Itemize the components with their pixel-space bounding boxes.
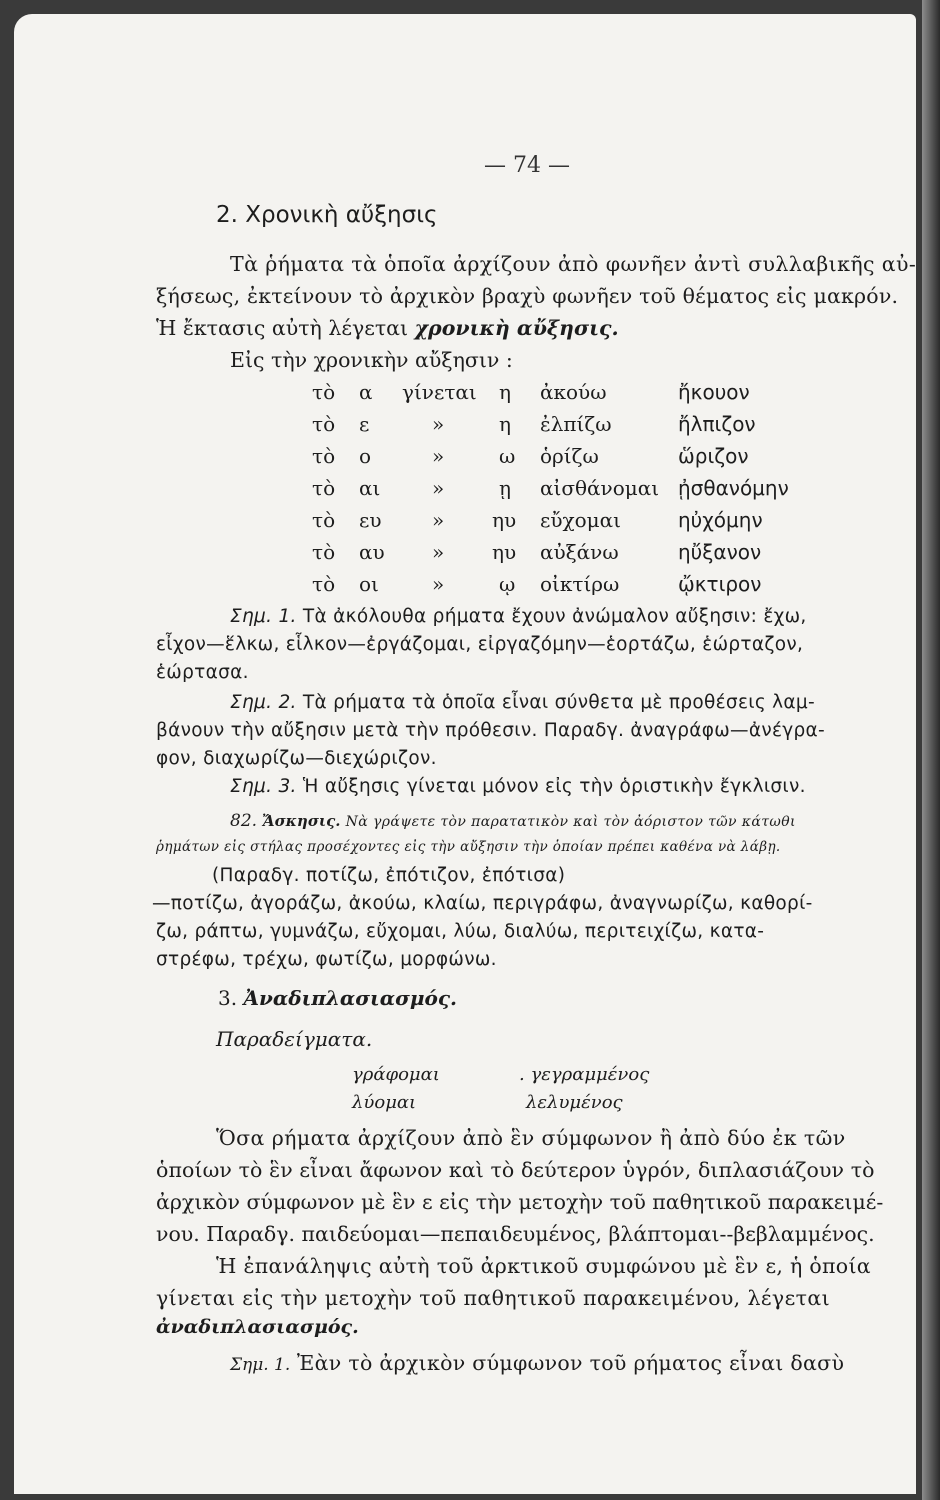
row-past: ᾤκτιρον xyxy=(678,572,762,596)
row-to: η xyxy=(499,412,511,436)
row-article: τὸ xyxy=(312,572,336,596)
note-label: Σημ. 1. xyxy=(230,1355,291,1375)
exercise-words-3: στρέφω, τρέχω, φωτίζω, μορφώνω. xyxy=(156,949,497,970)
row-present: ἀκούω xyxy=(540,380,607,404)
exercise-instruction-2: ῥημάτων εἰς στήλας προσέχοντες εἰς τὴν αὔξησιν τὴν ὁποίαν πρέπει καθένα νὰ λάβῃ. xyxy=(156,839,781,855)
note-text: Τὰ ἀκόλουθα ρήματα ἔχουν ἀνώμαλον αὔξησιν: ἔχω, xyxy=(302,606,807,627)
exercise-example: (Παραδγ. ποτίζω, ἐπότιζον, ἐπότισα) xyxy=(212,865,566,886)
book-spine-shadow xyxy=(922,0,940,1500)
note-1-line-3: ἑώρτασα. xyxy=(156,662,249,683)
row-from: οι xyxy=(359,572,379,596)
row-to: ω xyxy=(499,444,516,468)
section-3-body-1: Ὅσα ρήματα ἀρχίζουν ἀπὸ ἓν σύμφωνον ἢ ἀπὸ δύο ἐκ τῶν xyxy=(216,1126,846,1150)
section-3-note xyxy=(230,1351,844,1375)
section-3-heading xyxy=(218,986,457,1010)
example-verb: λύομαι xyxy=(352,1092,417,1113)
exercise-number: 82. xyxy=(230,811,258,831)
section-2-heading: 2. Χρονικὴ αὔξησις xyxy=(216,202,438,228)
section-3-body-6: γίνεται εἰς τὴν μετοχὴν τοῦ παθητικοῦ παρακειμένου, λέγεται xyxy=(156,1286,831,1310)
note-label: Σημ. 2. xyxy=(230,692,297,713)
row-from: αι xyxy=(359,476,381,500)
row-from: αυ xyxy=(359,540,385,564)
book-page xyxy=(14,14,916,1494)
exercise-heading xyxy=(230,811,796,831)
row-verb: » xyxy=(432,444,445,468)
row-article: τὸ xyxy=(312,444,336,468)
row-present: ἐλπίζω xyxy=(540,412,612,436)
row-present: οἰκτίρω xyxy=(540,572,620,596)
examples-label: Παραδείγματα. xyxy=(216,1027,373,1051)
section-3-title: Ἀναδιπλασιασμός. xyxy=(243,986,457,1010)
row-present: εὔχομαι xyxy=(540,508,622,532)
row-from: ευ xyxy=(359,508,382,532)
intro-line-3 xyxy=(156,316,619,340)
row-to: ῃ xyxy=(499,476,511,500)
row-to: ηυ xyxy=(492,540,517,564)
row-past: ηὔξανον xyxy=(678,540,762,564)
row-past: ηὐχόμην xyxy=(678,508,763,532)
section-3-body-5: Ἡ ἐπανάληψις αὐτὴ τοῦ ἀρκτικοῦ συμφώνου μὲ ἓν ε, ἡ ὁποία xyxy=(216,1254,871,1278)
row-article: τὸ xyxy=(312,380,336,404)
row-verb: » xyxy=(432,508,445,532)
page-number: — 74 — xyxy=(484,153,570,178)
exercise-words-2: ζω, ράπτω, γυμνάζω, εὔχομαι, λύω, διαλύω, περιτειχίζω, κατα- xyxy=(156,921,765,942)
intro-line-3-text: Ἡ ἔκτασις αὐτὴ λέγεται xyxy=(156,316,409,340)
exercise-title: Ἄσκησις. xyxy=(262,812,341,830)
row-verb: » xyxy=(432,572,445,596)
intro-line-1: Τὰ ῥήματα τὰ ὁποῖα ἀρχίζουν ἀπὸ φωνῆεν ἀντὶ συλλαβικῆς αὐ- xyxy=(230,252,916,276)
row-present: αἰσθάνομαι xyxy=(540,476,660,500)
note-2-line-3: φον, διαχωρίζω—διεχώριζον. xyxy=(156,748,437,769)
row-to: ηυ xyxy=(492,508,517,532)
note-1-line-2: εἶχον—ἕλκω, εἷλκον—ἐργάζομαι, εἰργαζόμην—ἑορτάζω, ἑώρταζον, xyxy=(156,634,804,655)
row-to: η xyxy=(499,380,511,404)
section-3-body-2: ὁποίων τὸ ἓν εἶναι ἄφωνον καὶ τὸ δεύτερον ὑγρόν, διπλασιάζουν τὸ xyxy=(156,1158,875,1182)
note-text: Τὰ ρήματα τὰ ὁποῖα εἶναι σύνθετα μὲ προθέσεις λαμ- xyxy=(302,692,815,713)
row-article: τὸ xyxy=(312,412,336,436)
row-past: ἤκουον xyxy=(678,380,750,404)
row-verb: » xyxy=(432,412,445,436)
row-verb: » xyxy=(432,540,445,564)
table-intro: Εἰς τὴν χρονικὴν αὔξησιν : xyxy=(230,348,513,372)
note-3-line-1 xyxy=(230,776,806,797)
row-from: ε xyxy=(359,412,370,436)
exercise-words-1: —ποτίζω, ἀγοράζω, ἀκούω, κλαίω, περιγράφω, ἀναγνωρίζω, καθορί- xyxy=(152,893,813,914)
intro-line-2: ξήσεως, ἐκτείνουν τὸ ἀρχικὸν βραχὺ φωνῆεν τοῦ θέματος εἰς μακρόν. xyxy=(156,284,899,308)
note-text: Ἡ αὔξησις γίνεται μόνον εἰς τὴν ὁριστικὴν ἔγκλισιν. xyxy=(302,776,806,797)
row-past: ὥριζον xyxy=(678,444,749,468)
section-3-body-3: ἀρχικὸν σύμφωνον μὲ ἓν ε εἰς τὴν μετοχὴν τοῦ παθητικοῦ παρακειμέ- xyxy=(156,1190,884,1214)
row-present: αὐξάνω xyxy=(540,540,619,564)
example-participle: λελυμένος xyxy=(526,1092,623,1113)
section-3-number: 3. xyxy=(218,986,238,1010)
row-from: α xyxy=(359,380,373,404)
row-past: ᾐσθανόμην xyxy=(678,476,789,500)
row-article: τὸ xyxy=(312,508,336,532)
example-verb: γράφομαι xyxy=(352,1064,440,1085)
intro-term: χρονικὴ αὔξησις. xyxy=(414,316,619,340)
example-participle: . γεγραμμένος xyxy=(519,1064,650,1085)
row-to: ῳ xyxy=(499,572,516,596)
row-verb: γίνεται xyxy=(402,380,477,404)
note-2-line-1 xyxy=(230,692,815,713)
section-3-body-4: νου. Παραδγ. παιδεύομαι—πεπαιδευμένος, βλάπτομαι--βεβλαμμένος. xyxy=(156,1222,875,1246)
row-verb: » xyxy=(432,476,445,500)
note-text: Ἐὰν τὸ ἀρχικὸν σύμφωνον τοῦ ρήματος εἶναι δασὺ xyxy=(296,1351,845,1375)
note-label: Σημ. 1. xyxy=(230,606,297,627)
row-article: τὸ xyxy=(312,540,336,564)
note-2-line-2: βάνουν τὴν αὔξησιν μετὰ τὴν πρόθεσιν. Παραδγ. ἀναγράφω—ἀνέγρα- xyxy=(156,720,826,741)
row-article: τὸ xyxy=(312,476,336,500)
section-3-term: ἀναδιπλασιασμός. xyxy=(156,1316,359,1338)
row-from: ο xyxy=(359,444,372,468)
row-present: ὁρίζω xyxy=(540,444,599,468)
note-1-line-1 xyxy=(230,606,807,627)
exercise-instruction: Νὰ γράψετε τὸν παρατατικὸν καὶ τὸν ἀόριστον τῶν κάτωθι xyxy=(345,814,796,830)
note-label: Σημ. 3. xyxy=(230,776,297,797)
row-past: ἤλπιζον xyxy=(678,412,756,436)
